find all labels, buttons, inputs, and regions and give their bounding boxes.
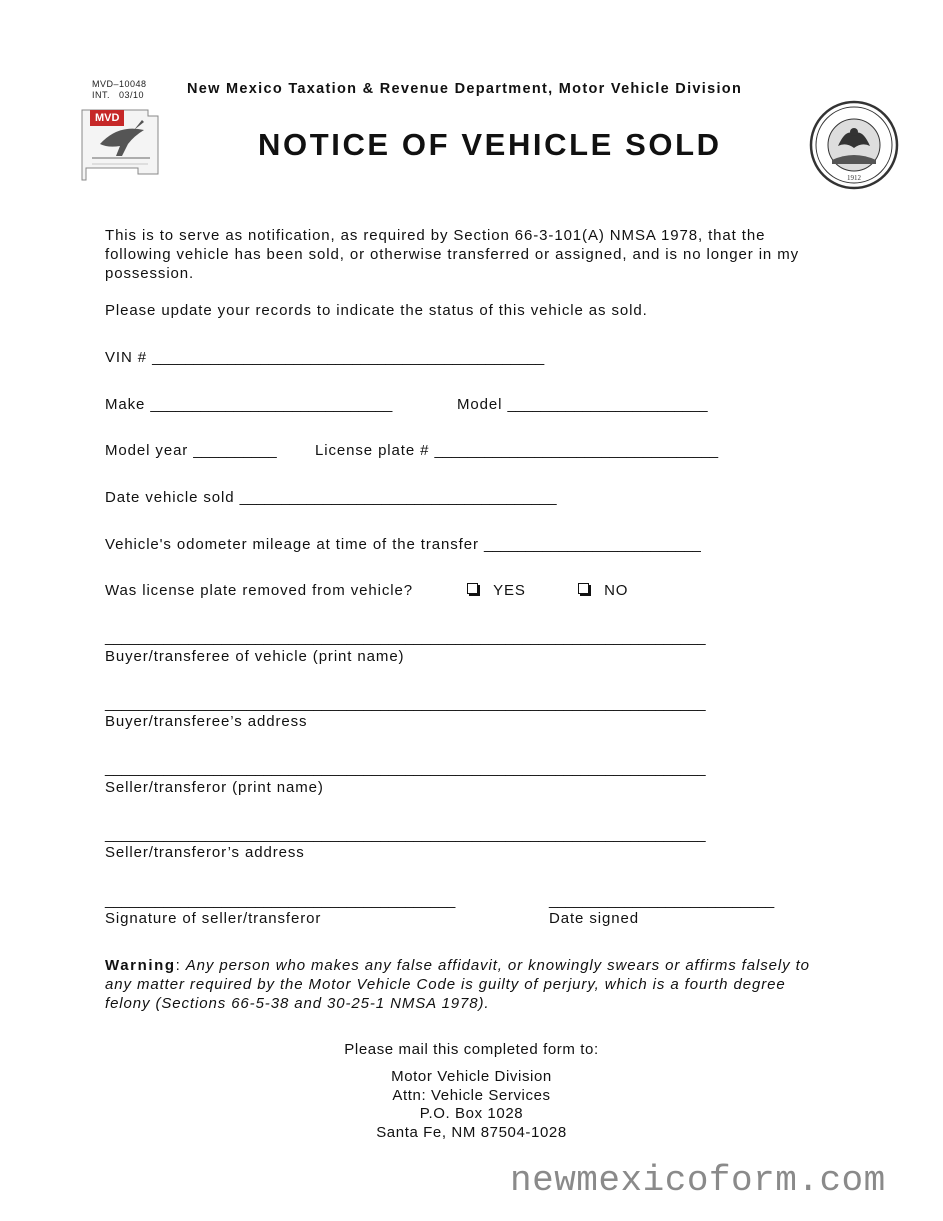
signature-label: Signature of seller/transferor [105, 910, 322, 927]
intro-line-2: following vehicle has been sold, or otherwise transferred or assigned, and is no longer in my [105, 246, 800, 263]
vin-row [105, 348, 544, 367]
date-signed-label: Date signed [549, 910, 639, 927]
seller-address-field[interactable]: ________________________________________________________________________ [105, 826, 706, 843]
mail-instruction: Please mail this completed form to: [344, 1041, 599, 1058]
model-year-row [105, 441, 277, 460]
buyer-address-field[interactable]: ________________________________________________________________________ [105, 695, 706, 712]
yes-option[interactable] [467, 581, 526, 600]
yes-label: YES [493, 582, 526, 599]
warning-line-3: felony (Sections 66-5-38 and 30-25-1 NMSA 1978). [105, 995, 490, 1012]
date-sold-field[interactable]: ______________________________________ [239, 489, 557, 506]
update-paragraph: Please update your records to indicate the status of this vehicle as sold. [105, 302, 648, 319]
model-label: Model [457, 396, 503, 413]
date-sold-label: Date vehicle sold [105, 489, 235, 506]
form-title: NOTICE OF VEHICLE SOLD [258, 127, 722, 162]
vin-label: VIN # [105, 349, 148, 366]
mail-address-line-1: Motor Vehicle Division [391, 1068, 552, 1085]
plate-removed-label: Was license plate removed from vehicle? [105, 582, 413, 599]
intro-line-1: This is to serve as notification, as required by Section 66-3-101(A) NMSA 1978, that the [105, 227, 766, 244]
vin-field[interactable]: _______________________________________________ [152, 349, 545, 366]
warning-label: Warning [105, 957, 176, 974]
no-checkbox[interactable] [578, 583, 589, 594]
seller-name-field[interactable]: ________________________________________________________________________ [105, 760, 706, 777]
watermark: newmexicoform.com [510, 1160, 886, 1201]
odometer-field[interactable]: __________________________ [483, 536, 701, 553]
model-year-field[interactable]: __________ [193, 442, 277, 459]
yes-checkbox[interactable] [467, 583, 478, 594]
date-signed-field[interactable]: ___________________________ [549, 892, 775, 909]
mail-address-line-2: Attn: Vehicle Services [392, 1087, 551, 1104]
odometer-row [105, 535, 701, 554]
make-row [105, 395, 392, 414]
model-field[interactable]: ________________________ [507, 396, 708, 413]
no-label: NO [604, 582, 629, 599]
intro-paragraph [105, 226, 845, 283]
buyer-address-label: Buyer/transferee’s address [105, 713, 308, 730]
seller-name-label: Seller/transferor (print name) [105, 779, 324, 796]
buyer-name-field[interactable]: ________________________________________________________________________ [105, 629, 706, 646]
make-field[interactable]: _____________________________ [150, 396, 393, 413]
odometer-label: Vehicle's odometer mileage at time of the transfer [105, 536, 479, 553]
mvd-logo [78, 104, 164, 184]
model-year-label: Model year [105, 442, 189, 459]
model-row [457, 395, 708, 414]
form-revision: INT. 03/10 [92, 90, 145, 100]
mail-address-line-3: P.O. Box 1028 [419, 1105, 524, 1122]
license-plate-label: License plate # [315, 442, 430, 459]
seal-year: 1912 [847, 174, 861, 182]
signature-field[interactable]: __________________________________________ [105, 892, 456, 909]
make-label: Make [105, 396, 146, 413]
mail-address-line-4: Santa Fe, NM 87504-1028 [376, 1124, 567, 1141]
seller-address-label: Seller/transferor’s address [105, 844, 305, 861]
warning-line-2: any matter required by the Motor Vehicle Code is guilty of perjury, which is a fourth degree [105, 976, 786, 993]
license-plate-field[interactable]: __________________________________ [434, 442, 719, 459]
mvd-logo-text: MVD [95, 112, 120, 124]
state-seal [808, 100, 900, 190]
intro-line-3: possession. [105, 265, 195, 282]
warning-line-1: Any person who makes any false affidavit, or knowingly swears or affirms falsely to [185, 957, 810, 974]
buyer-name-label: Buyer/transferee of vehicle (print name) [105, 648, 405, 665]
form-number: MVD–10048 [92, 79, 147, 89]
license-plate-row [315, 441, 718, 460]
date-sold-row [105, 488, 557, 507]
warning-block: Warning: Any person who makes any false affidavit, or knowingly swears or affirms falsely to any matter required by the Motor Vehicle Code is guilty of perjury, which is a fourth degree felony (Sections 66-5-38 and 30-25-1 NMSA 1978). [105, 956, 855, 1013]
no-option[interactable] [578, 581, 628, 600]
department-name: New Mexico Taxation & Revenue Department, Motor Vehicle Division [187, 81, 743, 97]
